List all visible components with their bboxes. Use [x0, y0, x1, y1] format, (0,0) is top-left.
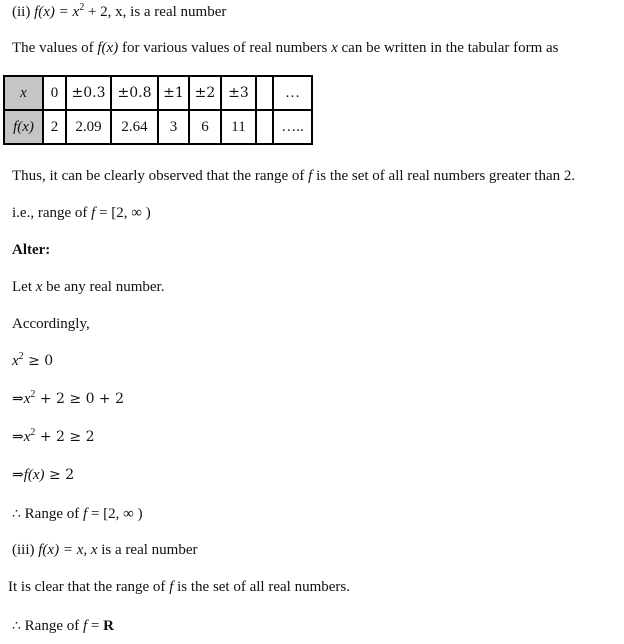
- conclusion-post: is the set of all real numbers greater than 2.: [312, 168, 576, 184]
- step2-exp: 2: [30, 389, 36, 400]
- table-cell: ±0.8: [111, 76, 158, 110]
- range-post: = [2, ∞ ): [95, 205, 151, 221]
- clear-post: is the set of all real numbers.: [173, 579, 350, 595]
- step-4: [12, 466, 74, 484]
- range-pre: i.e., range of: [12, 205, 92, 221]
- range-f: f: [91, 205, 96, 221]
- table-row-x: [4, 76, 312, 110]
- step4-rest: ≥ 2: [44, 467, 75, 483]
- conclusion-f: f: [308, 168, 313, 184]
- intro-mid: for various values of real numbers: [118, 40, 332, 56]
- function-symbol: f(x): [34, 4, 55, 20]
- intro-post: can be written in the tabular form as: [337, 40, 559, 56]
- let-post: be any real number.: [42, 279, 165, 295]
- alter-result: [12, 505, 143, 523]
- step3-exp: 2: [30, 427, 36, 438]
- exponent: 2: [79, 2, 85, 13]
- result-f: f: [83, 618, 88, 634]
- therefore-icon: ∴: [12, 618, 21, 634]
- table-cell: 6: [189, 110, 221, 144]
- implies-arrow-icon: ⇒: [12, 429, 24, 445]
- table-cell-ellipsis: …: [273, 76, 312, 110]
- part-iii-label: (iii): [12, 542, 39, 558]
- table-row-fx: [4, 110, 312, 144]
- step-3: [12, 428, 94, 446]
- range-statement: [12, 204, 151, 222]
- step2-x: x: [23, 391, 31, 407]
- part-iii-result: [12, 617, 114, 635]
- step-1: [12, 352, 53, 370]
- conclusion-pre: Thus, it can be clearly observed that the range of: [12, 168, 309, 184]
- equation-rest: + 2, x, is a real number: [84, 4, 227, 20]
- table-cell: 2: [43, 110, 66, 144]
- table-cell: 2.09: [66, 110, 111, 144]
- result-eq: =: [87, 618, 104, 634]
- table-cell: ±0.3: [66, 76, 111, 110]
- step1-exp: 2: [18, 351, 24, 362]
- part-iii-fx: f(x): [38, 542, 60, 558]
- intro-fx: f(x): [97, 40, 119, 56]
- result-post: = [2, ∞ ): [87, 506, 143, 522]
- result-pre: Range of: [20, 618, 83, 634]
- step1-x: x: [12, 353, 19, 369]
- accordingly-text: Accordingly,: [12, 316, 90, 332]
- part-iii-statement: [12, 541, 197, 559]
- table-cell: 3: [158, 110, 189, 144]
- step-2: [12, 390, 124, 408]
- part-iii-rest: is a real number: [97, 542, 198, 558]
- table-cell-empty: [256, 76, 273, 110]
- step2-rest: + 2 ≥ 0 + 2: [35, 391, 125, 407]
- table-cell-empty: [256, 110, 273, 144]
- clear-f: f: [169, 579, 174, 595]
- implies-arrow-icon: ⇒: [12, 391, 24, 407]
- step4-fx: f(x): [23, 467, 45, 483]
- alter-heading: Alter:: [12, 242, 51, 258]
- table-cell: 11: [221, 110, 256, 144]
- row-header-fx: f(x): [4, 110, 43, 144]
- intro-pre: The values of: [12, 40, 98, 56]
- table-cell: ±2: [189, 76, 221, 110]
- clear-pre: It is clear that the range of: [8, 579, 170, 595]
- therefore-icon: ∴: [12, 506, 21, 522]
- let-pre: Let: [12, 279, 36, 295]
- conclusion-text: [12, 167, 575, 185]
- values-table: [3, 75, 313, 145]
- table-cell: ±1: [158, 76, 189, 110]
- table-cell: 0: [43, 76, 66, 110]
- step3-x: x: [23, 429, 31, 445]
- real-numbers-set: R: [103, 618, 114, 634]
- row-header-x: x: [4, 76, 43, 110]
- result-pre: Range of: [20, 506, 83, 522]
- let-statement: [12, 278, 164, 296]
- part-ii-statement: [12, 3, 226, 21]
- part-iii-clear-text: [8, 578, 350, 596]
- table-cell: 2.64: [111, 110, 158, 144]
- table-intro-text: [12, 39, 559, 57]
- let-x: x: [35, 279, 43, 295]
- implies-arrow-icon: ⇒: [12, 467, 24, 483]
- table-cell: ±3: [221, 76, 256, 110]
- intro-x: x: [331, 40, 338, 56]
- part-iii-eq: = x, x: [59, 542, 98, 558]
- step3-rest: + 2 ≥ 2: [35, 429, 95, 445]
- table-cell-ellipsis: …..: [273, 110, 312, 144]
- equation-lhs: = x: [54, 4, 80, 20]
- result-f: f: [83, 506, 88, 522]
- step1-rest: ≥ 0: [23, 353, 54, 369]
- part-ii-label: (ii): [12, 4, 31, 20]
